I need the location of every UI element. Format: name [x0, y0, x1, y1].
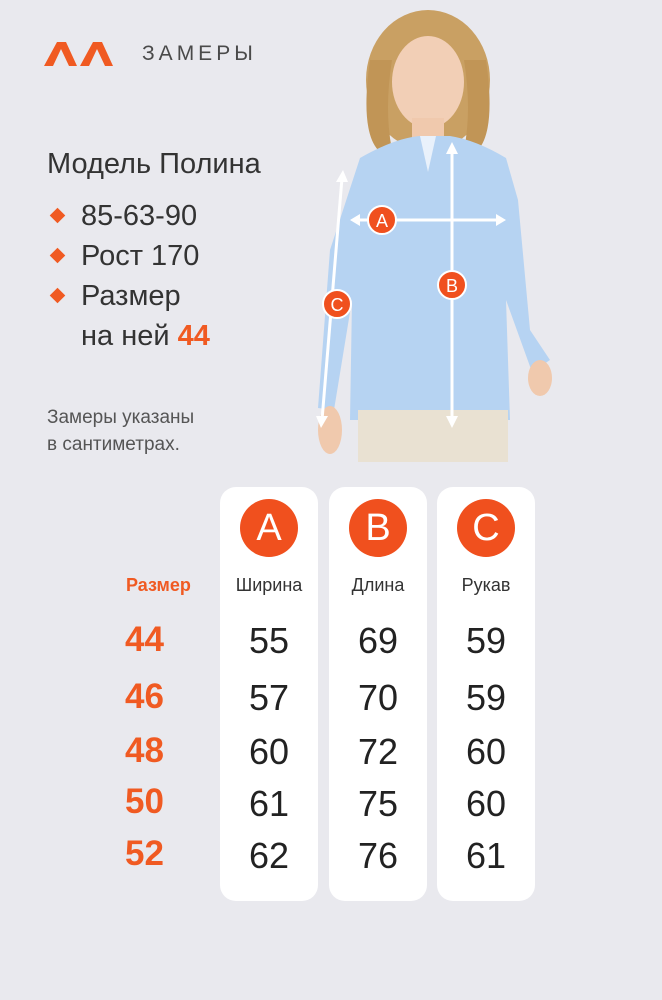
size-value: 44: [125, 620, 164, 659]
table-cell: 60: [465, 783, 507, 824]
table-cell: 72: [357, 731, 399, 772]
model-photo: [300, 0, 580, 462]
table-cell: 57: [248, 677, 290, 718]
brand-title: ЗАМЕРЫ: [142, 42, 257, 65]
table-cell: 62: [248, 835, 290, 876]
table-cell: 59: [465, 620, 507, 661]
model-size-line: [81, 316, 210, 356]
model-size-label: Размер: [81, 280, 181, 312]
marker-a: A: [375, 211, 389, 231]
table-cell: 61: [465, 835, 507, 876]
table-cell: 55: [248, 620, 290, 661]
table-cell: 76: [357, 835, 399, 876]
model-params-list: [50, 196, 210, 356]
model-name: Модель Полина: [47, 148, 261, 180]
list-item: [50, 276, 210, 356]
model-height: Рост 170: [81, 240, 200, 272]
column-sleeve: [437, 487, 535, 901]
model-size-value: 44: [177, 320, 210, 352]
diamond-bullet-icon: [50, 208, 66, 224]
diamond-bullet-icon: [50, 248, 66, 264]
table-cell: 59: [465, 677, 507, 718]
column-length: [329, 487, 427, 901]
size-value: 46: [125, 677, 164, 716]
column-title: Длина: [351, 575, 405, 595]
marker-b: B: [445, 276, 459, 296]
model-size-prefix: на ней: [81, 320, 170, 352]
table-cell: 60: [465, 731, 507, 772]
diamond-bullet-icon: [50, 288, 66, 304]
column-title: Ширина: [235, 575, 303, 595]
size-value: 50: [125, 782, 164, 821]
note-line-2: в сантиметрах.: [47, 434, 180, 455]
table-cell: 70: [357, 677, 399, 718]
size-value: 48: [125, 731, 164, 770]
size-column-header: Размер: [126, 575, 191, 595]
list-item: [50, 196, 210, 236]
table-cell: 75: [357, 783, 399, 824]
marker-c: C: [330, 295, 344, 315]
table-cell: 61: [248, 783, 290, 824]
list-item: [50, 236, 210, 276]
model-measurements: 85-63-90: [81, 200, 198, 232]
table-cell: 60: [248, 731, 290, 772]
note-line-1: Замеры указаны: [47, 407, 195, 428]
measurement-note: [47, 404, 277, 458]
letter-badge-a: A: [240, 499, 298, 557]
table-cell: 69: [357, 620, 399, 661]
letter-badge-c: C: [457, 499, 515, 557]
letter-badge-b: B: [349, 499, 407, 557]
brand-logo-icon: [44, 42, 114, 66]
size-value: 52: [125, 834, 164, 873]
column-title: Рукав: [461, 575, 511, 595]
column-width: [220, 487, 318, 901]
